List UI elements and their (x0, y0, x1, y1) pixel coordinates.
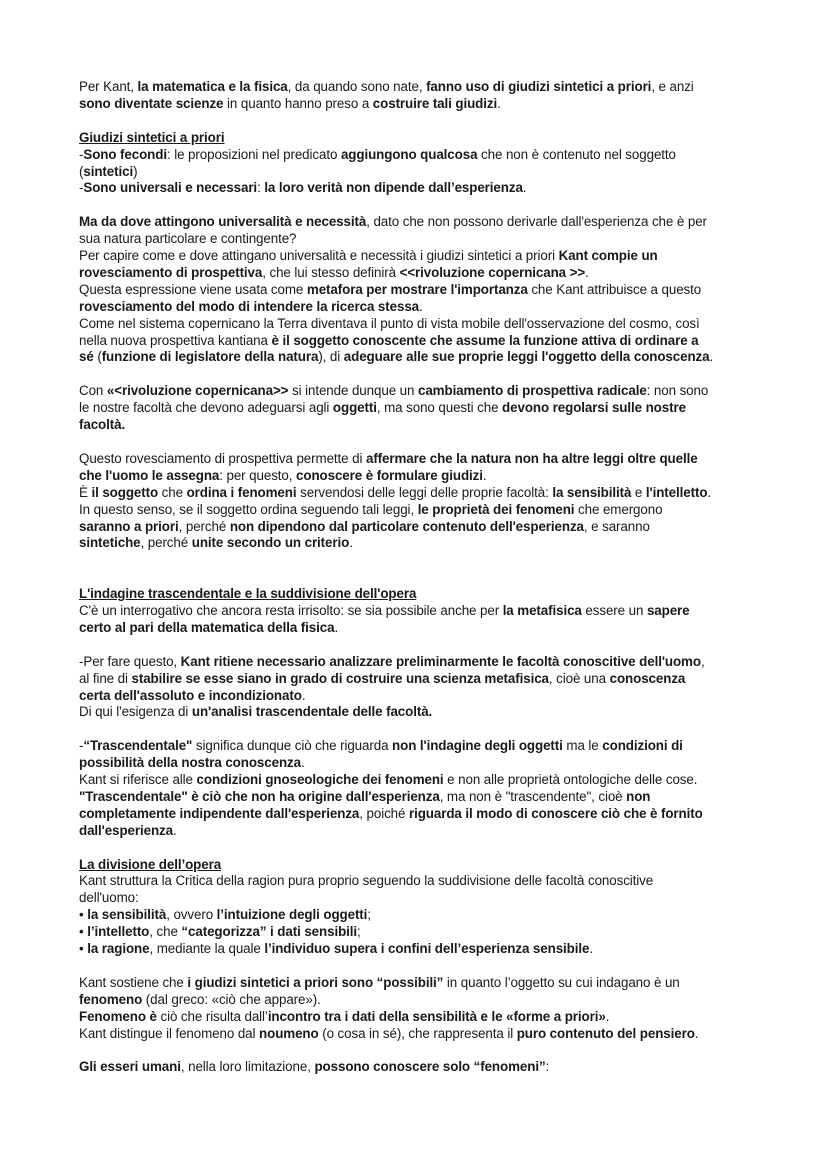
text-run: ; (357, 924, 361, 940)
bold-text: funzione di legislatore della natura (101, 349, 319, 365)
text-run: nella nuova prospettiva kantiana (79, 332, 272, 348)
text-run: . (482, 467, 487, 483)
text-run: dell'uomo: (79, 890, 139, 906)
blank-line (79, 958, 759, 975)
blank-line (79, 197, 759, 214)
bold-text: l’individuo supera i confini dell’esperienza sensibile (264, 941, 590, 957)
text-line (79, 79, 759, 96)
text-run: che (158, 484, 187, 500)
text-run: al fine di (79, 670, 132, 686)
bold-text: adeguare alle sue proprie leggi l'oggetto della conoscenza (343, 349, 710, 365)
blank-line (79, 434, 759, 451)
text-run: : non sono (646, 383, 709, 399)
document-body (79, 79, 759, 1076)
text-line (79, 164, 759, 181)
text-line (79, 231, 759, 248)
bold-text: non (626, 788, 651, 804)
text-line (79, 789, 759, 806)
text-run: , mediante la quale (149, 941, 265, 957)
bold-text: “categorizza” i dati sensibili (181, 924, 358, 940)
bold-text: la loro verità non dipende dall’esperienza (264, 180, 523, 196)
text-line (79, 1026, 759, 1043)
bold-text: Fenomeno è (79, 1008, 157, 1024)
text-line (79, 282, 759, 299)
bold-text: stabilire se esse siano in grado di costruire una scienza metafisica (131, 670, 549, 686)
text-run: . (707, 484, 712, 500)
bold-text: saranno a priori (79, 518, 179, 534)
bold-text: sapere (646, 603, 690, 618)
text-line (79, 248, 759, 265)
text-run: , dato che non possono derivarle dall'esperienza che è per (366, 214, 707, 230)
bold-text: unite secondo un criterio (191, 535, 350, 551)
bold-text: “Trascendentale" (83, 738, 193, 754)
text-run: : (545, 1059, 550, 1075)
text-run: che emergono (574, 501, 663, 517)
text-run: in quanto hanno preso a (223, 95, 373, 111)
text-line (79, 349, 759, 366)
text-run: (dal greco: «ciò che appare»). (142, 991, 321, 1007)
bold-text: "Trascendentale" è ciò che non ha origine dall'esperienza (79, 788, 440, 804)
bold-text: la metafisica (502, 603, 582, 618)
bold-text: completamente indipendente dall'esperienza (79, 805, 360, 821)
text-run: Questa espressione viene usata come (79, 281, 307, 297)
text-run: ma le (562, 738, 603, 754)
text-run: Kant distingue il fenomeno dal (79, 1025, 260, 1041)
text-run: , da quando sono nate, (287, 79, 427, 94)
text-run: : le proposizioni nel predicato (166, 146, 341, 162)
bold-text: rovesciamento del modo di intendere la ricerca stessa (79, 298, 420, 314)
bold-text: Sono fecondi (83, 146, 167, 162)
text-line (79, 316, 759, 333)
text-run: È (79, 484, 92, 500)
text-run: ( (79, 163, 84, 179)
bold-text: fanno uso di giudizi sintetici a priori (426, 79, 652, 94)
text-run: , (700, 653, 705, 669)
text-line (79, 519, 759, 536)
text-line (79, 96, 759, 113)
bold-text: sintetici (83, 163, 134, 179)
text-run: . (589, 941, 593, 957)
blank-line (79, 840, 759, 857)
bold-text: ordina i fenomeni (186, 484, 297, 500)
text-line (79, 924, 759, 941)
section-heading: La divisione dell’opera (79, 856, 222, 872)
bold-text: Gli esseri umani (79, 1059, 181, 1075)
bold-text: condizioni di (602, 738, 683, 754)
bold-text: la ragione (87, 941, 150, 957)
text-run: e (631, 484, 646, 500)
text-run: ( (93, 349, 102, 365)
blank-line (79, 637, 759, 654)
bold-text: Ma da dove attingono universalità e necessità (79, 214, 367, 230)
text-run: Kant sostiene che (79, 974, 188, 990)
text-line (79, 485, 759, 502)
text-line (79, 671, 759, 688)
text-line (79, 738, 759, 755)
bold-text: sintetiche (79, 535, 141, 551)
blank-line (79, 113, 759, 130)
bold-text: l'intelletto (645, 484, 708, 500)
text-line (79, 688, 759, 705)
text-run: . (694, 1025, 699, 1041)
text-run: ciò che risulta dall’ (156, 1008, 268, 1024)
text-run: significa dunque ciò che riguarda (192, 738, 393, 754)
text-line (79, 383, 759, 400)
text-run: si intende dunque un (288, 383, 418, 399)
text-run: In questo senso, se il soggetto ordina seguendo tali leggi, (79, 501, 418, 517)
bold-text: certa dell'assoluto e incondizionato (79, 687, 302, 703)
bold-text: l’intuizione degli oggetti (216, 907, 368, 923)
text-run: , ma non è "trascendente", cioè (439, 788, 627, 804)
section-heading: Giudizi sintetici a priori (79, 129, 225, 145)
blank-line (79, 366, 759, 383)
text-run: -Per fare questo, (79, 653, 181, 669)
text-run: , nella loro limitazione, (180, 1059, 315, 1075)
bold-text: certo al pari della matematica della fisica (79, 619, 335, 635)
text-line (79, 603, 759, 620)
text-run: . (522, 180, 527, 196)
bold-text: sé (79, 349, 94, 365)
text-run: , perché (140, 535, 192, 551)
bold-text: fenomeno (79, 991, 143, 1007)
bold-text: condizioni gnoseologiche dei fenomeni (196, 772, 444, 788)
text-line (79, 502, 759, 519)
bold-text: l’intelletto (87, 924, 150, 940)
text-line (79, 1059, 759, 1076)
text-line (79, 704, 759, 721)
text-run: . (709, 349, 714, 365)
bold-text: noumeno (259, 1025, 319, 1041)
bold-text: conoscere è formulare giudizi (296, 467, 483, 483)
text-run: ; (367, 907, 371, 923)
bold-text: rovesciamento di prospettiva (79, 264, 263, 280)
text-line (79, 755, 759, 772)
bold-text: puro contenuto del pensiero (516, 1025, 695, 1041)
text-run: : (257, 180, 265, 196)
text-run: • (79, 924, 88, 940)
text-run: Per Kant, (79, 79, 138, 94)
text-line (79, 975, 759, 992)
text-line (79, 451, 759, 468)
text-run: servendosi delle leggi delle proprie facoltà: (296, 484, 553, 500)
bold-text: che l'uomo le assegna (79, 467, 220, 483)
text-run: sua natura particolare e contingente? (79, 231, 297, 247)
bold-text: dall'esperienza (79, 822, 173, 838)
text-run: - (79, 738, 84, 754)
text-line (79, 468, 759, 485)
text-run: . (349, 535, 353, 551)
text-run: . (585, 264, 589, 280)
text-line (79, 823, 759, 840)
bold-text: possibilità della nostra conoscenza (79, 755, 301, 771)
text-run: . (334, 619, 339, 635)
text-run: , e saranno (583, 518, 650, 534)
bold-text: incontro tra i dati della sensibilità e le «forme a priori» (267, 1008, 606, 1024)
text-run: . (605, 1008, 610, 1024)
text-line (79, 806, 759, 823)
bold-text: le proprietà dei fenomeni (417, 501, 575, 517)
text-line (79, 299, 759, 316)
text-run: • (79, 907, 88, 923)
bold-text: Kant compie un (558, 248, 658, 264)
bold-text: Sono universali e necessari (83, 180, 258, 196)
bold-text: sono diventate scienze (79, 95, 224, 111)
text-run: , poiché (359, 805, 409, 821)
blank-line (79, 569, 759, 586)
blank-line (79, 721, 759, 738)
text-run: ) (133, 163, 138, 179)
blank-line (79, 1043, 759, 1060)
text-run: , perché (178, 518, 230, 534)
text-run: . (300, 755, 305, 771)
bold-text: non dipendono dal particolare contenuto dell'esperienza (229, 518, 584, 534)
text-run: le nostre facoltà che devono adeguarsi agli (79, 400, 333, 416)
text-line (79, 1009, 759, 1026)
text-run: , e anzi (651, 79, 694, 94)
text-line (79, 535, 759, 552)
bold-text: facoltà. (79, 417, 126, 433)
text-run: e non alle proprietà ontologiche delle cose. (443, 772, 698, 788)
text-run: , ovvero (166, 907, 217, 923)
text-run: . (419, 298, 423, 314)
text-run: , ma sono questi che (376, 400, 503, 416)
bold-text: è il soggetto conoscente che assume la funzione attiva di ordinare a (271, 332, 699, 348)
bold-text: oggetti (332, 400, 377, 416)
text-line (79, 654, 759, 671)
text-run: , che lui stesso definirà (262, 264, 400, 280)
text-run: ), di (318, 349, 344, 365)
bold-text: <<rivoluzione copernicana >> (399, 264, 586, 280)
text-line (79, 772, 759, 789)
text-line (79, 941, 759, 958)
text-run: Kant struttura la Critica della ragion pura proprio seguendo la suddivisione delle facoltà conoscitive (79, 873, 654, 889)
text-line (79, 265, 759, 282)
bold-text: conoscenza (609, 670, 686, 686)
text-run: Con (79, 383, 107, 399)
bold-text: Kant ritiene necessario analizzare preliminarmente le facoltà conoscitive dell'uomo (180, 653, 701, 669)
bold-text: un'analisi trascendentale delle facoltà. (191, 704, 433, 720)
bold-text: il soggetto (91, 484, 159, 500)
text-run: : per questo, (219, 467, 297, 483)
blank-line (79, 552, 759, 569)
bold-text: la sensibilità (552, 484, 632, 500)
text-run: in quanto l’oggetto su cui indagano è un (443, 974, 680, 990)
bold-text: i giudizi sintetici a priori sono “possibili” (187, 974, 444, 990)
text-line (79, 214, 759, 231)
text-run: . (301, 687, 306, 703)
text-run: Kant si riferisce alle (79, 772, 197, 788)
bold-text: «<rivoluzione copernicana>> (106, 383, 289, 399)
text-run: Come nel sistema copernicano la Terra diventava il punto di vista mobile dell'osservazione del cosmo, così (79, 315, 700, 331)
text-line (79, 180, 759, 197)
bold-text: cambiamento di prospettiva radicale (417, 383, 647, 399)
text-run: , cioè una (548, 670, 610, 686)
bold-text: non l'indagine degli oggetti (392, 738, 563, 754)
text-line (79, 992, 759, 1009)
bold-text: riguarda il modo di conoscere ciò che è fornito (409, 805, 703, 821)
text-line (79, 333, 759, 350)
bold-text: devono regolarsi sulle nostre (502, 400, 686, 416)
bold-text: la sensibilità (87, 907, 167, 923)
text-run: • (79, 941, 88, 957)
bold-text: la matematica e la fisica (137, 79, 288, 94)
text-line (79, 417, 759, 434)
bold-text: affermare che la natura non ha altre leggi oltre quelle (365, 450, 698, 466)
text-run: che non è contenuto nel soggetto (477, 146, 676, 162)
bold-text: possono conoscere solo “fenomeni” (314, 1059, 546, 1075)
text-run: . (172, 822, 177, 838)
text-run: essere un (581, 603, 647, 618)
text-run: - (79, 146, 84, 162)
section-heading: L'indagine trascendentale e la suddivisione dell'opera (79, 586, 417, 602)
text-run: . (497, 95, 501, 111)
text-run: C'è un interrogativo che ancora resta irrisolto: se sia possibile anche per (79, 603, 503, 618)
bold-text: costruire tali giudizi (372, 95, 498, 111)
text-run: , che (149, 924, 182, 940)
text-line (79, 400, 759, 417)
bold-text: metafora per mostrare l'importanza (306, 281, 528, 297)
text-run: Per capire come e dove attingano universalità e necessità i giudizi sintetici a priori (79, 248, 559, 264)
text-line (79, 620, 759, 637)
text-run: - (79, 180, 84, 196)
text-run: Di qui l'esigenza di (79, 704, 192, 720)
text-line (79, 890, 759, 907)
text-line (79, 873, 759, 890)
text-line (79, 907, 759, 924)
text-run: (o cosa in sé), che rappresenta il (318, 1025, 517, 1041)
text-run: Questo rovesciamento di prospettiva permette di (79, 450, 366, 466)
text-run: che Kant attribuisce a questo (527, 281, 702, 297)
text-line (79, 147, 759, 164)
bold-text: aggiungono qualcosa (340, 146, 478, 162)
